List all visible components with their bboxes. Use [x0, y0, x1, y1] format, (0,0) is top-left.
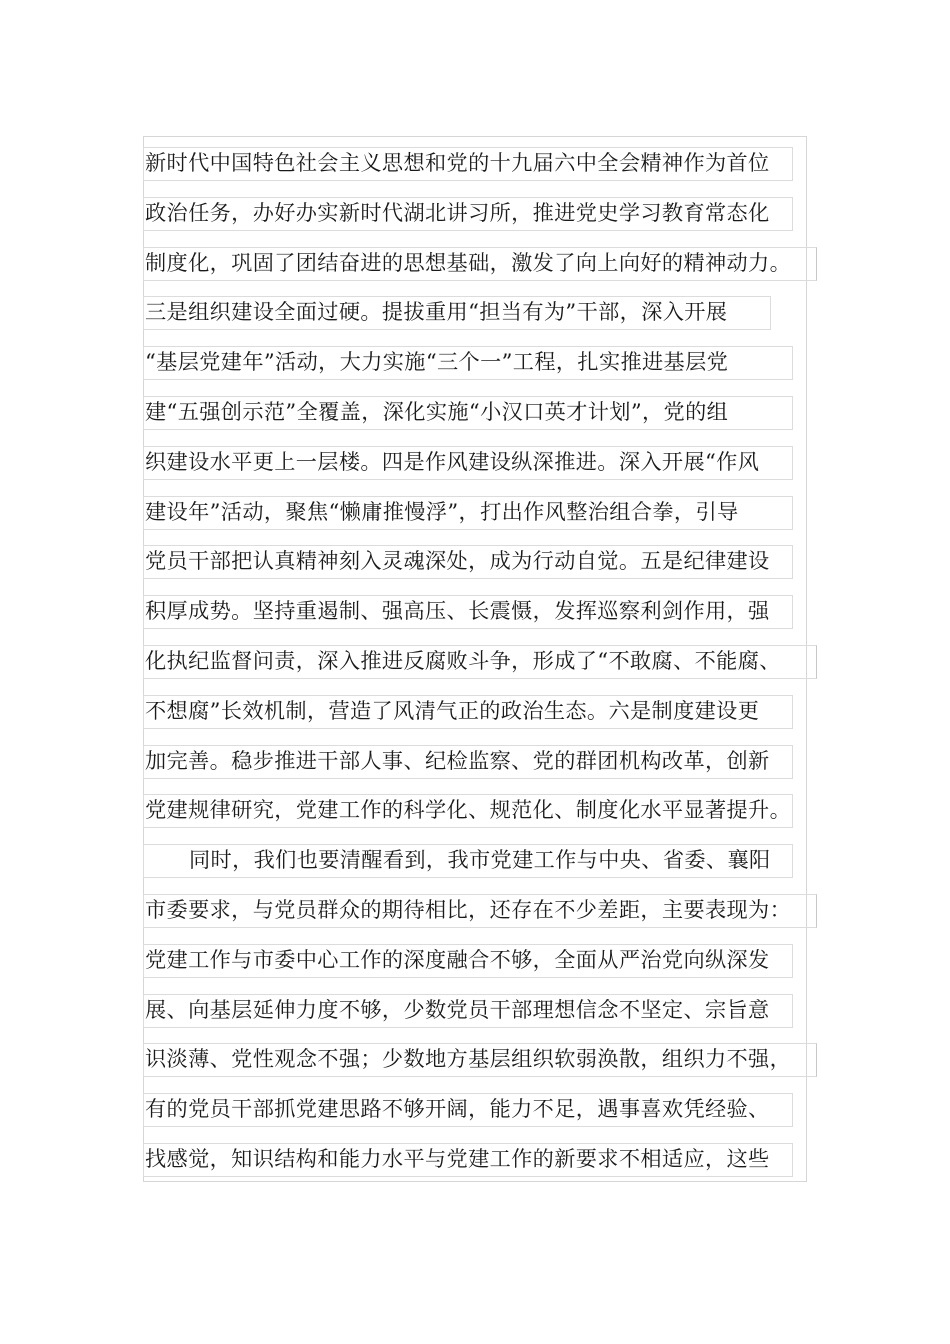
line-text: 织建设水平更上一层楼。四是作风建设纵深推进。深入开展“作风 [145, 448, 760, 474]
line-text: 党建工作与市委中心工作的深度融合不够，全面从严治党向纵深发 [145, 946, 770, 972]
line-text: 建“五强创示范”全覆盖，深化实施“小汉口英才计划”，党的组 [145, 398, 729, 424]
text-line [143, 1136, 823, 1186]
text-line [143, 638, 823, 688]
text-line [143, 289, 823, 339]
text-line [143, 339, 823, 389]
text-line [143, 987, 823, 1037]
line-text: 新时代中国特色社会主义思想和党的十九届六中全会精神作为首位 [145, 150, 770, 175]
line-text: 积厚成势。坚持重遏制、强高压、长震慑，发挥巡察利剑作用，强 [145, 598, 770, 624]
line-text: 制度化，巩固了团结奋进的思想基础，激发了向上向好的精神动力。 [145, 249, 792, 275]
line-text: 党员干部把认真精神刻入灵魂深处，成为行动自觉。五是纪律建设 [145, 548, 770, 574]
text-line [143, 389, 823, 439]
text-line [143, 787, 823, 837]
line-text: 不想腐”长效机制，营造了风清气正的政治生态。六是制度建设更 [145, 697, 760, 723]
text-line [143, 837, 823, 887]
text-line [143, 538, 823, 588]
line-text: 市委要求，与党员群众的期待相比，还存在不少差距，主要表现为： [145, 896, 792, 922]
text-line [143, 1036, 823, 1086]
text-line [143, 240, 823, 290]
text-line [143, 190, 823, 240]
line-text: 加完善。稳步推进干部人事、纪检监察、党的群团机构改革，创新 [145, 747, 770, 773]
line-text: “基层党建年”活动，大力实施“三个一”工程，扎实推进基层党 [145, 349, 729, 375]
line-text: 有的党员干部抓党建思路不够开阔，能力不足，遇事喜欢凭经验、 [145, 1096, 770, 1122]
text-line [143, 937, 823, 987]
text-line [143, 588, 823, 638]
line-text: 化执纪监督问责，深入推进反腐败斗争，形成了“不敢腐、不能腐、 [145, 647, 781, 673]
text-line [143, 489, 823, 539]
text-line [143, 688, 823, 738]
text-line [143, 887, 823, 937]
line-text: 建设年”活动，聚焦“懒庸推慢浮”，打出作风整治组合拳，引导 [145, 498, 739, 524]
text-line [143, 1086, 823, 1136]
line-text: 政治任务，办好办实新时代湖北讲习所，推进党史学习教育常态化 [145, 199, 770, 225]
line-text: 三是组织建设全面过硬。提拔重用“担当有为”干部，深入开展 [145, 299, 728, 325]
text-line [143, 140, 823, 190]
line-text: 同时，我们也要清醒看到，我市党建工作与中央、省委、襄阳 [189, 847, 771, 873]
line-text: 识淡薄、党性观念不强；少数地方基层组织软弱涣散，组织力不强， [145, 1046, 792, 1072]
line-text: 找感觉，知识结构和能力水平与党建工作的新要求不相适应，这些 [145, 1145, 770, 1171]
text-line [143, 439, 823, 489]
line-text: 党建规律研究，党建工作的科学化、规范化、制度化水平显著提升。 [145, 797, 792, 823]
line-text: 展、向基层延伸力度不够，少数党员干部理想信念不坚定、宗旨意 [145, 996, 770, 1022]
document-body [143, 140, 823, 1186]
text-line [143, 738, 823, 788]
